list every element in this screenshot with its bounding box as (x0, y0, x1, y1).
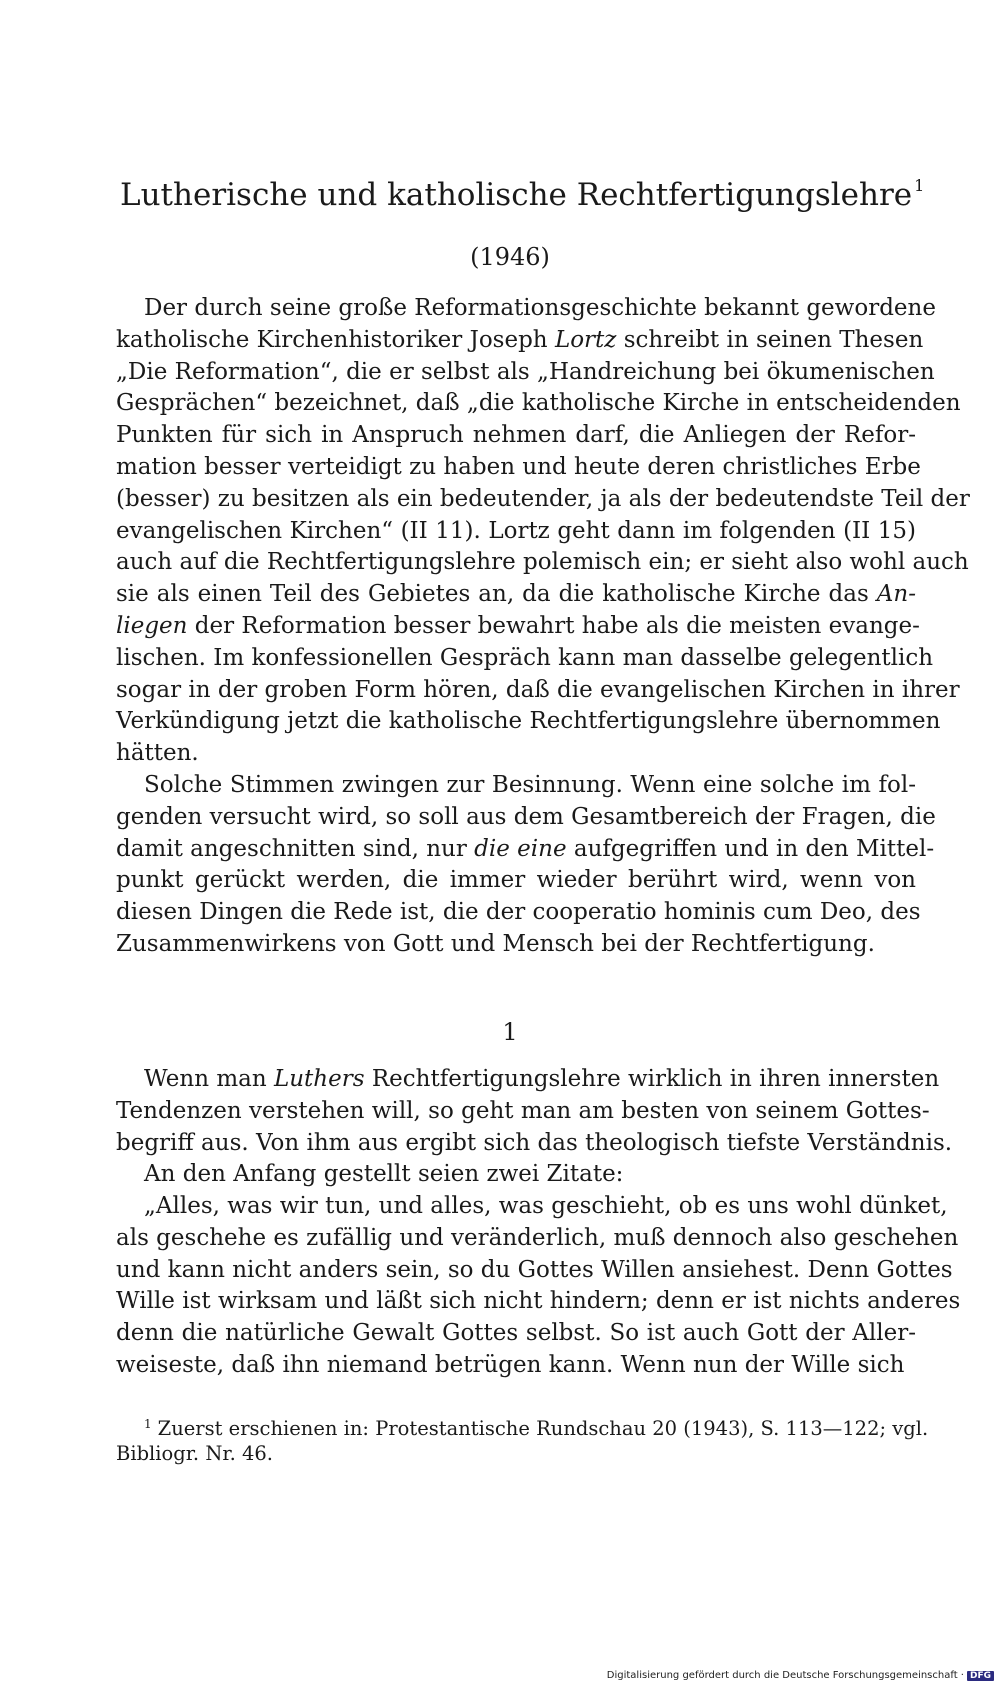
text-line (116, 1159, 916, 1191)
text-line (116, 1064, 940, 1096)
text-line (116, 547, 969, 579)
paragraph-3 (116, 1064, 953, 1159)
text-line (116, 770, 916, 802)
title-year: (1946) (470, 243, 550, 271)
text-line (116, 1286, 961, 1318)
title-footnote-marker: 1 (914, 176, 925, 195)
text-line (116, 357, 935, 389)
text-segment: Zusammenwirkens von Gott und Mensch bei der Rechtfertigung. (116, 930, 875, 957)
text-segment: genden versucht wird, so soll aus dem Gesamtbereich der Fragen, die (116, 803, 936, 830)
text-segment: An den Anfang gestellt seien zwei Zitate: (144, 1161, 624, 1187)
text-line (116, 834, 935, 866)
text-segment: Punkten für sich in Anspruch nehmen darf, die Anliegen der Refor- (116, 422, 916, 449)
text-line (116, 1255, 953, 1287)
text-segment: evangelischen Kirchen“ (II 11). Lortz geht dann im folgenden (II 15) (116, 517, 916, 544)
text-line (116, 1318, 916, 1350)
text-segment: Wenn man (144, 1066, 274, 1092)
text-segment: (besser) zu besitzen als ein bedeutender, ja als der bedeutendste Teil der (116, 485, 970, 512)
digitization-note (607, 1670, 994, 1681)
footnote-line-1 (116, 1410, 929, 1440)
text-segment: Verkündigung jetzt die katholische Rechtfertigungslehre übernommen (116, 708, 941, 735)
text-line (116, 420, 916, 452)
text-line (116, 897, 921, 929)
text-segment: Tendenzen verstehen will, so geht man am besten von seinem Gottes- (116, 1097, 930, 1124)
text-segment: begriff aus. Von ihm aus ergibt sich das theologisch tiefste Verständnis. (116, 1129, 953, 1156)
text-line (116, 1191, 948, 1223)
text-line (116, 452, 921, 484)
text-segment: Wille ist wirksam und läßt sich nicht hindern; denn er ist nichts anderes (116, 1288, 961, 1315)
page-title (120, 176, 925, 213)
text-segment: katholische Kirchenhistoriker Joseph (116, 326, 555, 353)
text-line (116, 484, 970, 516)
text-line (116, 738, 916, 770)
text-line (116, 1096, 930, 1128)
text-line (116, 1128, 953, 1160)
footnote-marker: 1 (144, 1417, 152, 1431)
paragraph-4 (116, 1159, 916, 1191)
emphasized-text: An- (876, 581, 916, 608)
text-segment: „Alles, was wir tun, und alles, was geschieht, ob es uns wohl dünket, (144, 1193, 948, 1219)
text-line (116, 802, 936, 834)
text-line (116, 388, 961, 420)
text-segment: punkt gerückt werden, die immer wieder berührt wird, wenn von (116, 867, 916, 894)
paragraph-1 (116, 293, 970, 770)
text-line (116, 611, 920, 643)
text-segment: hätten. (116, 740, 199, 767)
dfg-logo: DFG (967, 1671, 994, 1681)
text-segment: „Die Reformation“, die er selbst als „Handreichung bei ökumenischen (116, 358, 935, 385)
title-text: Lutherische und katholische Rechtfertigungslehre (120, 177, 913, 213)
text-line (116, 1350, 916, 1382)
text-segment: der Reformation besser bewahrt habe als die meisten evange- (187, 612, 920, 639)
text-line (116, 325, 924, 357)
text-segment: mation besser verteidigt zu haben und heute deren christliches Erbe (116, 453, 921, 480)
text-segment: schreibt in seinen Thesen (616, 326, 924, 353)
text-segment: sogar in der groben Form hören, daß die evangelischen Kirchen in ihrer (116, 676, 960, 703)
text-line (116, 1223, 959, 1255)
text-segment: Der durch seine große Reformationsgeschichte bekannt gewordene (144, 295, 936, 321)
text-segment: und kann nicht anders sein, so du Gottes Willen ansiehest. Denn Gottes (116, 1256, 953, 1283)
digitization-note-text: Digitalisierung gefördert durch die Deutsche Forschungsgemeinschaft · (606, 1670, 964, 1681)
text-line (116, 675, 960, 707)
text-segment: denn die natürliche Gewalt Gottes selbst. So ist auch Gott der Aller- (116, 1320, 916, 1347)
text-segment: lischen. Im konfessionellen Gespräch kann man dasselbe gelegentlich (116, 644, 934, 671)
footnote-line-2: Bibliogr. Nr. 46. (116, 1442, 273, 1465)
emphasized-text: liegen (116, 612, 188, 639)
text-line (116, 293, 936, 325)
text-segment: Solche Stimmen zwingen zur Besinnung. Wenn eine solche im fol- (144, 772, 916, 798)
text-line (116, 865, 916, 897)
text-segment: als geschehe es zufällig und veränderlich, muß dennoch also geschehen (116, 1224, 959, 1251)
text-segment: Rechtfertigungslehre wirklich in ihren innersten (364, 1066, 940, 1092)
text-line (116, 706, 941, 738)
text-line (116, 643, 934, 675)
emphasized-text: die eine (474, 835, 567, 862)
paragraph-5 (116, 1191, 961, 1382)
text-segment: auch auf die Rechtfertigungslehre polemisch ein; er sieht also wohl auch (116, 549, 969, 576)
text-line (116, 516, 916, 548)
text-segment: weiseste, daß ihn niemand betrügen kann. Wenn nun der Wille sich (116, 1351, 905, 1378)
text-segment: diesen Dingen die Rede ist, die der cooperatio hominis cum Deo, des (116, 899, 921, 926)
text-segment: aufgegriffen und in den Mittel- (566, 835, 935, 862)
emphasized-text: Luthers (273, 1066, 365, 1092)
text-segment: Gesprächen“ bezeichnet, daß „die katholische Kirche in entscheidenden (116, 390, 961, 417)
paragraph-2 (116, 770, 936, 961)
section-number: 1 (502, 1018, 518, 1046)
text-segment: damit angeschnitten sind, nur (116, 835, 475, 862)
text-segment: sie als einen Teil des Gebietes an, da die katholische Kirche das (116, 581, 877, 608)
emphasized-text: Lortz (554, 326, 617, 353)
footnote-text-1: Zuerst erschienen in: Protestantische Rundschau 20 (1943), S. 113—122; vgl. (157, 1417, 929, 1440)
footnote (116, 1410, 929, 1468)
text-line (116, 929, 916, 961)
text-line (116, 579, 916, 611)
